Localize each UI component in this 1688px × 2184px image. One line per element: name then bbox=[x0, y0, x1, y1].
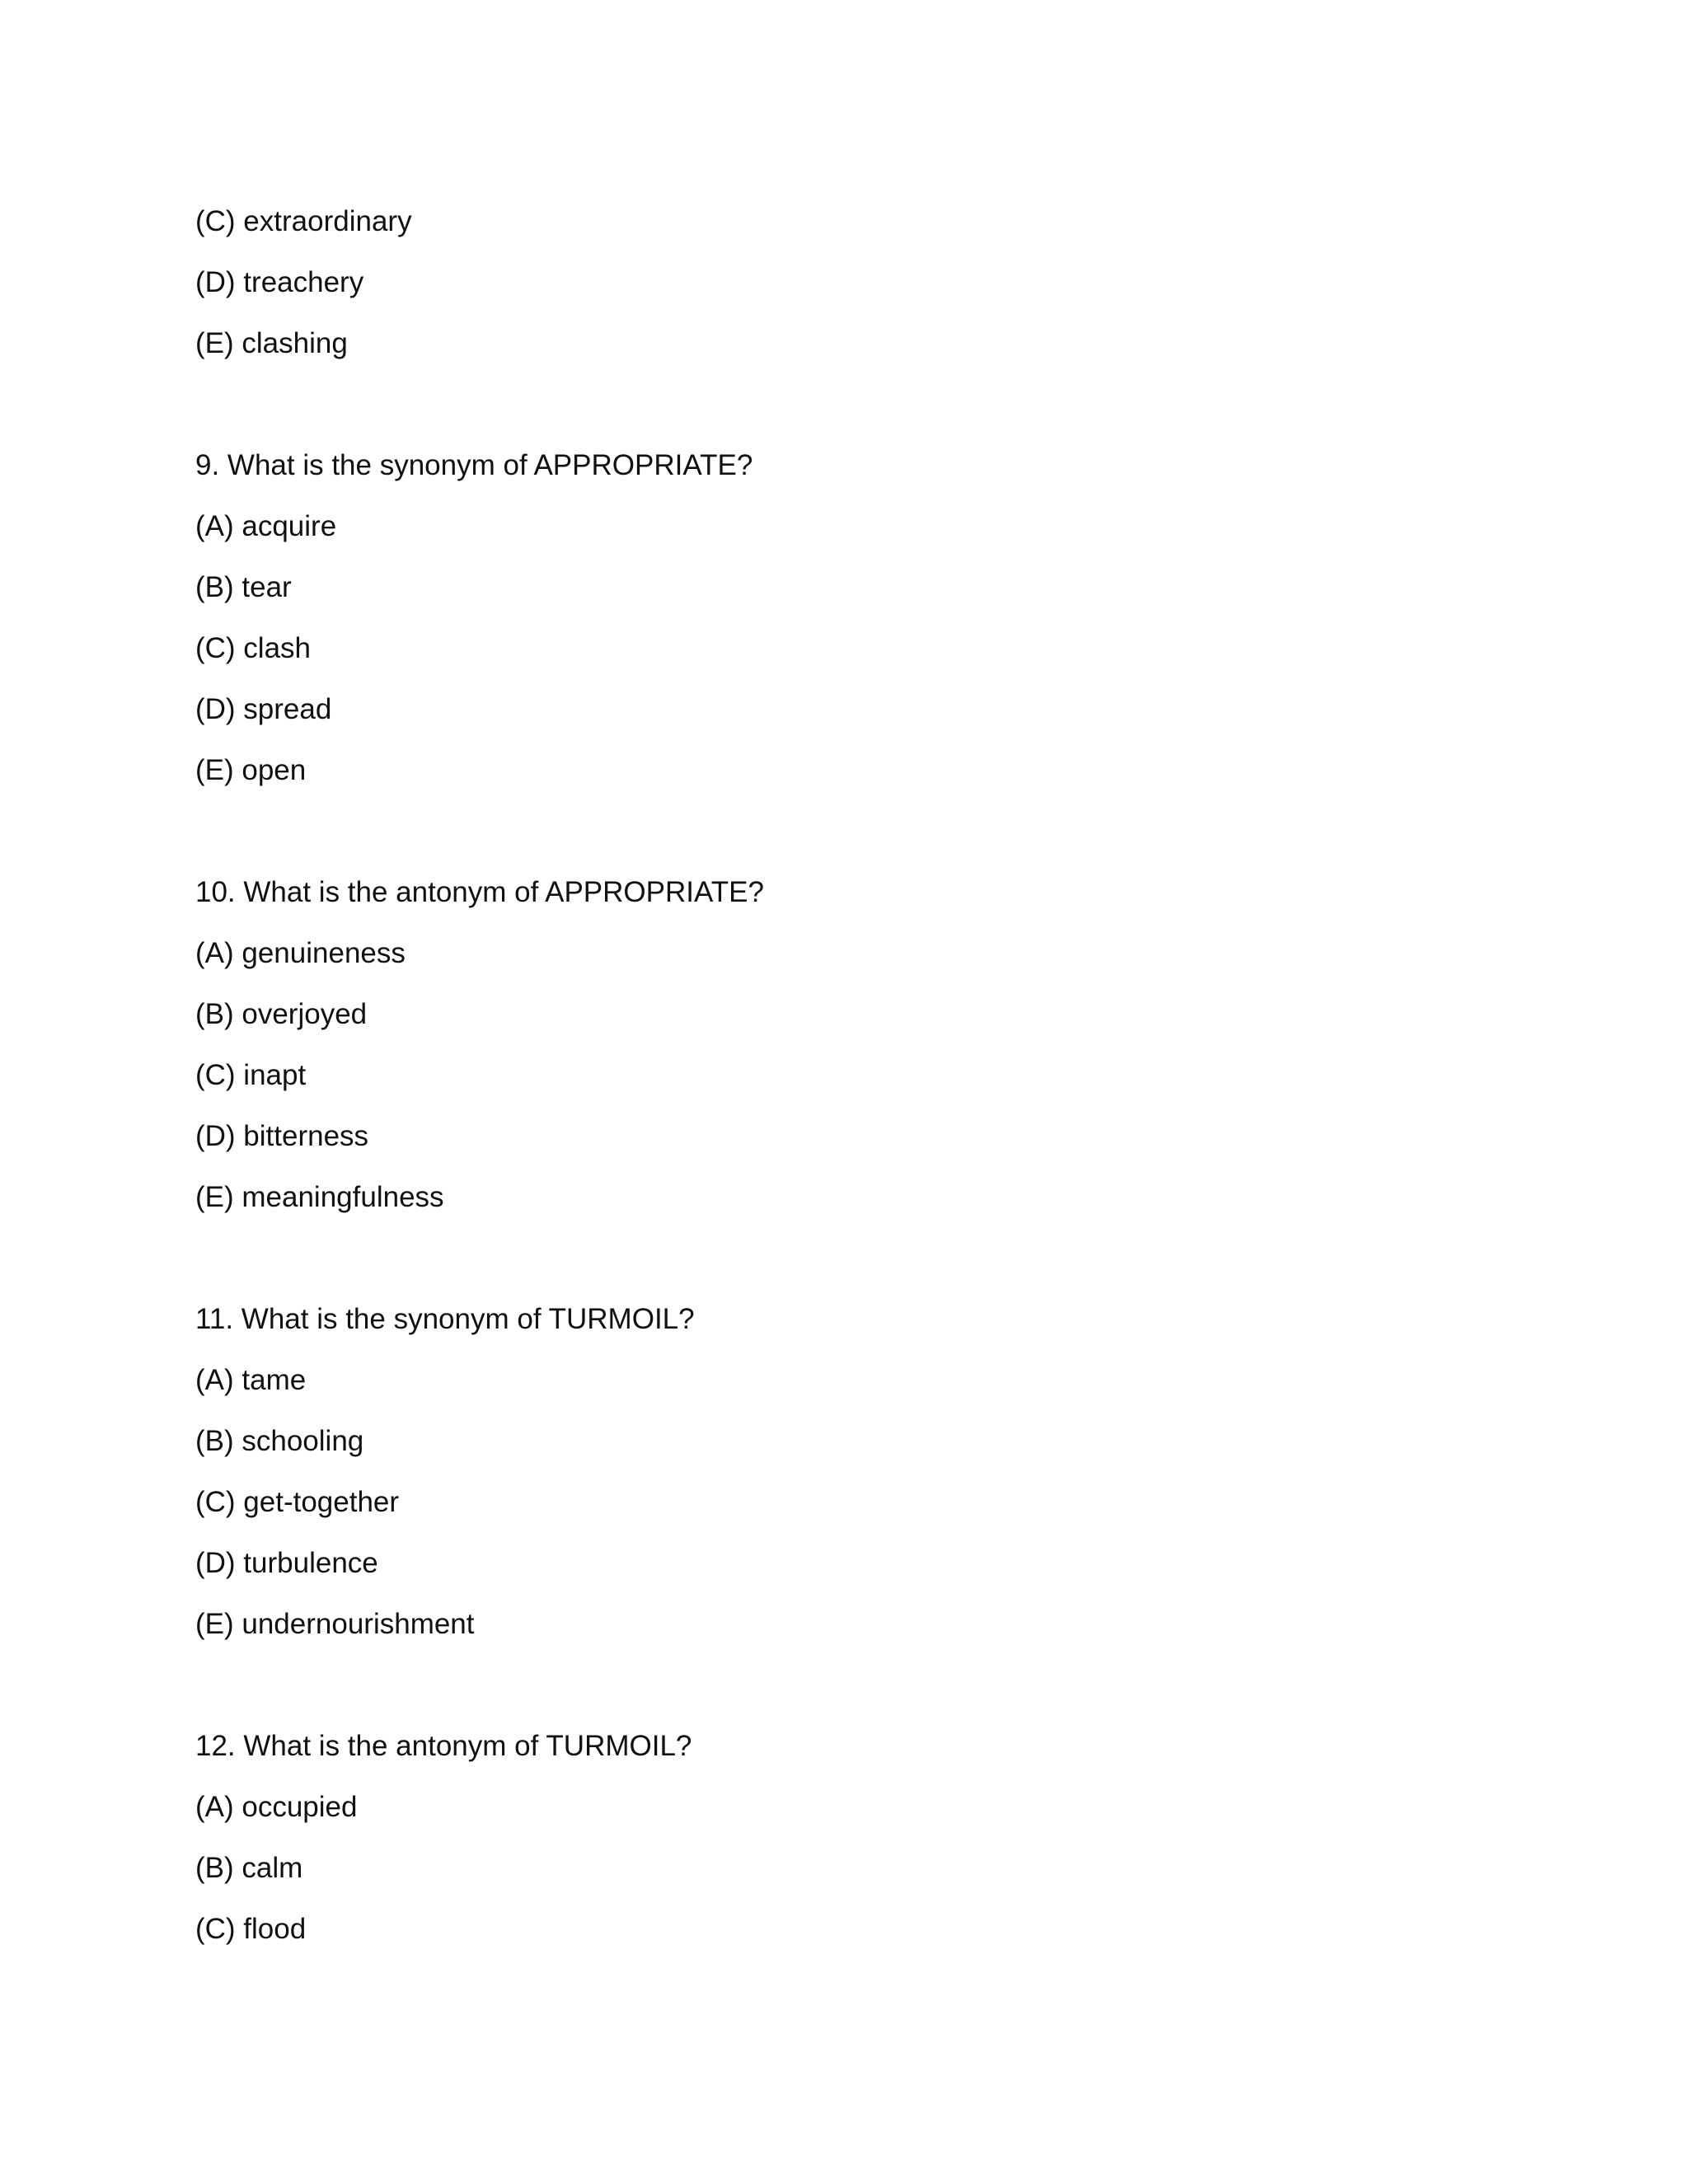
option: (C) inapt bbox=[195, 1059, 307, 1091]
option: (A) genuineness bbox=[195, 937, 406, 969]
option: (A) tame bbox=[195, 1364, 307, 1396]
option: (B) calm bbox=[195, 1852, 303, 1884]
option: (D) turbulence bbox=[195, 1547, 378, 1579]
option: (B) overjoyed bbox=[195, 998, 368, 1030]
question-text: 11. What is the synonym of TURMOIL? bbox=[195, 1303, 695, 1335]
option: (E) meaningfulness bbox=[195, 1181, 444, 1213]
option: (E) open bbox=[195, 754, 307, 786]
spacer bbox=[195, 1228, 1514, 1289]
option: (C) get-together bbox=[195, 1486, 400, 1518]
question-text: 12. What is the antonym of TURMOIL? bbox=[195, 1730, 692, 1762]
question-list bbox=[195, 191, 1514, 1960]
spacer bbox=[195, 801, 1514, 862]
question-text: 9. What is the synonym of APPROPRIATE? bbox=[195, 449, 753, 481]
option: (D) bitterness bbox=[195, 1120, 369, 1152]
spacer bbox=[195, 1655, 1514, 1716]
option: (C) flood bbox=[195, 1913, 307, 1945]
option: (D) spread bbox=[195, 693, 332, 725]
spacer bbox=[195, 374, 1514, 435]
option: (B) schooling bbox=[195, 1425, 364, 1457]
option: (A) occupied bbox=[195, 1791, 358, 1823]
option: (B) tear bbox=[195, 571, 292, 603]
option: (C) clash bbox=[195, 632, 312, 664]
option: (D) treachery bbox=[195, 266, 364, 298]
option: (E) clashing bbox=[195, 327, 348, 359]
option: (E) undernourishment bbox=[195, 1608, 475, 1640]
question-text: 10. What is the antonym of APPROPRIATE? bbox=[195, 876, 764, 908]
option: (C) extraordinary bbox=[195, 205, 412, 237]
option: (A) acquire bbox=[195, 510, 337, 542]
